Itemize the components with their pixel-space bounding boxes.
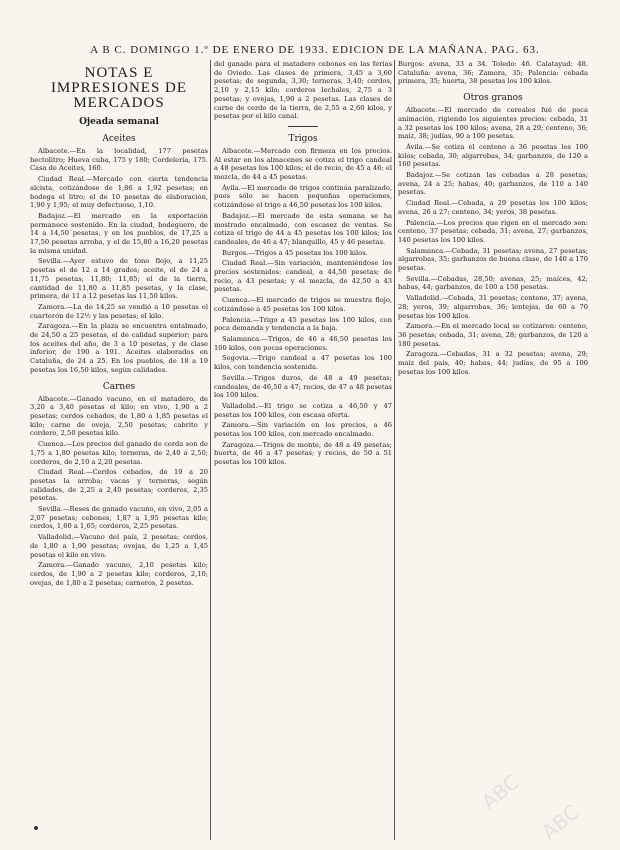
column-divider bbox=[210, 60, 211, 840]
paragraph: Albacete.—En la localidad, 177 pesetas hectolitro; Hueva cuba, 175 y 180; Cordelería, 175. Casa de Aceites, 160. bbox=[30, 147, 208, 173]
paragraph: Valladolid.—El trigo se cotiza a 46,50 y 47 pesetas los 100 kilos, con escasa oferta. bbox=[214, 401, 392, 419]
section-rule bbox=[288, 126, 318, 127]
paragraph: Zamora.—Sin variación en los precios, a 46 pesetas los 100 kilos, con mercado encalmado. bbox=[214, 421, 392, 439]
paragraph: Burgos.—Trigos a 45 pesetas los 100 kilos. bbox=[222, 248, 368, 257]
paragraph: Ciudad Real.—Sin variación, manteniéndose los precios sostenidos: candeal, a 44,50 pesetas; de recio, a 43 pesetas; y el mezcla, de 42,50 a 43 pesetas. bbox=[214, 259, 392, 294]
paragraph: Albacete.—El mercado de cereales fué de poca animación, rigiendo los siguientes precios: cebada, 31 a 32 pesetas los 100 kilos; avena, 28 a 29; centeno, 36; maíz, 38; judías, 90 a 100 pesetas. bbox=[398, 106, 588, 141]
paragraph: Valladolid.—Cebada, 31 pesetas; centeno, 37; avena, 28; yeros, 39; algarrobas, 36; lentejas, de 60 a 70 pesetas los 100 kilos. bbox=[398, 294, 588, 320]
paragraph: Zamora.—La de 14,25 se vendió a 10 pesetas el cuarterón de 12½ y las pesetas; el kilo. bbox=[30, 302, 208, 320]
paragraph: Valladolid.—Vacuno del país, 2 pesetas; cerdos, de 1,80 a 1,90 pesetas; ovejas, de 1,25 a 1,45 pesetas el kilo en vivo. bbox=[30, 533, 208, 559]
paragraph: Ávila.—Se cotiza el centeno a 36 pesetas los 100 kilos; cebada, 30; algarrobas, 34; garbanzos, de 120 a 160 pesetas. bbox=[398, 142, 588, 169]
abc-watermark: ABC bbox=[537, 799, 584, 845]
paragraph: Cuenca.—El mercado de trigos se muestra flojo, cotizándose a 45 pesetas los 100 kilos. bbox=[214, 296, 392, 313]
otros-granos-heading: Otros granos bbox=[463, 93, 523, 104]
paragraph: Salamanca.—Cebada, 31 pesetas; avena, 27 pesetas; algarrobas, 35; garbanzos de buena clase, de 140 a 170 pesetas. bbox=[398, 246, 588, 273]
column-3 bbox=[398, 60, 588, 840]
paragraph: Sevilla.—Cebadas, 28,50; avenas, 25; maíces, 42; habas, 44; garbanzos, de 100 a 150 pesetas. bbox=[398, 274, 588, 292]
trigos-heading: Trigos bbox=[288, 133, 318, 144]
paragraph: Zaragoza.—Cebadas, 31 a 32 pesetas; avena, 29; maíz del país, 40; habas, 44; judías, de 95 a 100 pesetas los 100 kilos. bbox=[398, 350, 588, 376]
paragraph: Burgos: avena, 33 a 34. Toledo: 46. Calatayud: 48. Cataluña: avena, 36; Zamora, 35; Palencia: cebada primera, 35; huerta, 38 pesetas los 100 kilos. bbox=[398, 60, 588, 86]
paragraph: Sevilla.—Ayer estuvo de tono flojo, a 11,25 pesetas el de 12 a 14 grados; aceite, el de 24 a 11,75 pesetas; 11,80; 11,85; el de la tierra, cantidad de 11,80 a 11,85 pesetas, y la clase, primera, de 11 a 12 pesetas las 11,50 kilos. bbox=[30, 257, 208, 301]
aceites-heading: Aceites bbox=[102, 134, 136, 144]
paragraph: del ganado para el matadero cebones en las ferias de Oviedo. Las clases de primera, 3,45 a 3,60 pesetas; de segunda, 3,30; terneras, 3,40; cerdos, 2,10 y 2,15 kilo; corderos lechales, 2,75 a 3 pesetas; y ovejas, 1,90 a 2 pesetas. Las clases de carne de cerdo de la tierra, de 2,55 a 2,60 kilos, y pesetas por el kilo canal. bbox=[214, 60, 392, 121]
column-1 bbox=[30, 60, 208, 840]
paragraph: Albacete.—Mercado con firmeza en los precios. Al estar en los almacenes se cotiza el trigo candeal a 48 pesetas los 100 kilos; el de recio, de 45 a 46; el mezcla, de 44 a 45 pesetas. bbox=[214, 146, 392, 182]
paragraph: Segovia.—Trigo candeal a 47 pesetas los 100 kilos, con tendencia sostenida. bbox=[214, 354, 392, 372]
margin-mark bbox=[34, 826, 38, 830]
paragraph: Sevilla.—Trigos duros, de 48 a 49 pesetas; candeales, de 46,50 a 47; recios, de 47 a 48 pesetas los 100 kilos. bbox=[214, 373, 392, 400]
paragraph: Albacete.—Ganado vacuno, en el matadero, de 3,20 a 3,40 pesetas el kilo; en vivo, 1,90 a 2 pesetas; cerdos cebados, de 1,80 a 1,85 pesetas el kilo; carne de oveja, 2,50 pesetas; cabrito y cordero, 2,50 pesetas kilo. bbox=[30, 394, 208, 438]
paragraph: Salamanca.—Trigos, de 46 a 46,50 pesetas los 100 kilos, con pocas operaciones. bbox=[214, 334, 392, 352]
paragraph: Ciudad Real.—Cerdos cebados, de 19 a 20 pesetas la arroba; vacas y terneras, según calidades, de 2,25 a 2,40 pesetas; corderos, 2,35 pesetas. bbox=[30, 468, 208, 503]
paragraph: Zaragoza.—Trigos de monte, de 48 a 49 pesetas; huerta, de 46 a 47 pesetas; y recios, de 50 a 51 pesetas los 100 kilos. bbox=[214, 440, 392, 467]
paragraph: Badajoz.—El mercado en la exportación permanece sostenido. En la ciudad, bodeguero, de 14 a 14,50 pesetas, y en los pueblos, de 17,25 a 17,50 pesetas arroba, y el de 15,80 a 16,20 pesetas la misma unidad. bbox=[30, 211, 208, 255]
section-subtitle: Ojeada semanal bbox=[79, 117, 159, 127]
paragraph: Cuenca.—Los precios del ganado de cerda son de 1,75 a 1,80 pesetas kilo; terneras, de 2,40 a 2,50; corderos, de 2,10 a 2,20 pesetas. bbox=[30, 440, 208, 466]
paragraph: Ciudad Real.—Mercado con cierta tendencia alcista, cotizándose de 1,86 a 1,92 pesetas; en bodega el litro; el de 10 pesetas de elaboración, 1,90 y 1,95; el muy defectuoso, 1,10. bbox=[30, 175, 208, 210]
paragraph: Palencia.—Trigo a 45 pesetas los 100 kilos, con poca demanda y tendencia a la baja. bbox=[214, 315, 392, 333]
column-2 bbox=[214, 60, 392, 840]
abc-watermark: ABC bbox=[477, 769, 524, 815]
paragraph: Zamora.—En el mercado local se cotizaron: centeno, 36 pesetas; cebada, 31; avena, 28; garbanzos, de 120 a 180 pesetas. bbox=[398, 322, 588, 348]
paragraph: Badajoz.—Se cotizan las cebadas a 28 pesetas; avena, 24 a 25; habas, 40; garbanzos, de 110 a 140 pesetas. bbox=[398, 171, 588, 197]
paragraph: Ciudad Real.—Cebada, a 29 pesetas los 100 kilos; avena, 26 a 27; centeno, 34; yeros, 38 pesetas. bbox=[398, 199, 588, 216]
carnes-heading: Carnes bbox=[102, 381, 136, 392]
column-divider bbox=[394, 60, 395, 840]
paragraph: Sevilla.—Reses de ganado vacuno, en vivo, 2,05 a 2,07 pesetas; cebones, 1,87 a 1,95 pesetas kilo; cerdos, 1,60 a 1,65; corderos, 2,25 pesetas. bbox=[30, 505, 208, 531]
paragraph: Badajoz.—El mercado de esta semana se ha mostrado encalmado, con escasez de ventas. Se cotiza el trigo de 44 a 45 pesetas los 100 kilos; los candeales, de 46 a 47; blanquillo, 45 y 46 pesetas. bbox=[214, 211, 392, 246]
page-header: A B C. DOMINGO 1.º DE ENERO DE 1933. EDICION DE LA MAÑANA. PAG. 63. bbox=[90, 44, 540, 56]
paragraph: Zaragoza.—En la plaza se encuentra entalmado, de 24,50 a 25 pesetas, el de calidad superior; para los aceites del año, de 3 a 10 pesetas, y de clase inferior, de 190 a 191. Aceites elaborados en Cataluña, de 24 a 25. En los pueblos, de 18 a 19 pesetas los 16,50 kilos, según calidades. bbox=[30, 322, 208, 374]
paragraph: Zamora.—Ganado vacuno, 2,10 pesetas kilo; cerdos, de 1,90 a 2 pesetas kilo; corderos, 2,10; ovejas, de 1,80 a 2 pesetas; carneros, 2 pesetas. bbox=[30, 561, 208, 587]
paragraph: Ávila.—El mercado de trigos continúa paralizado, pues sólo se hacen pequeñas operaciones, cotizándose el trigo a 46,50 pesetas los 100 kilos. bbox=[214, 183, 392, 210]
section-title: NOTAS E IMPRESIONES DE MERCADOS bbox=[50, 65, 188, 111]
paragraph: Palencia.—Los precios que rigen en el mercado son: centeno, 37 pesetas; cebada, 31; avena, 27; garbanzos, 140 pesetas los 100 kilos. bbox=[398, 218, 588, 244]
